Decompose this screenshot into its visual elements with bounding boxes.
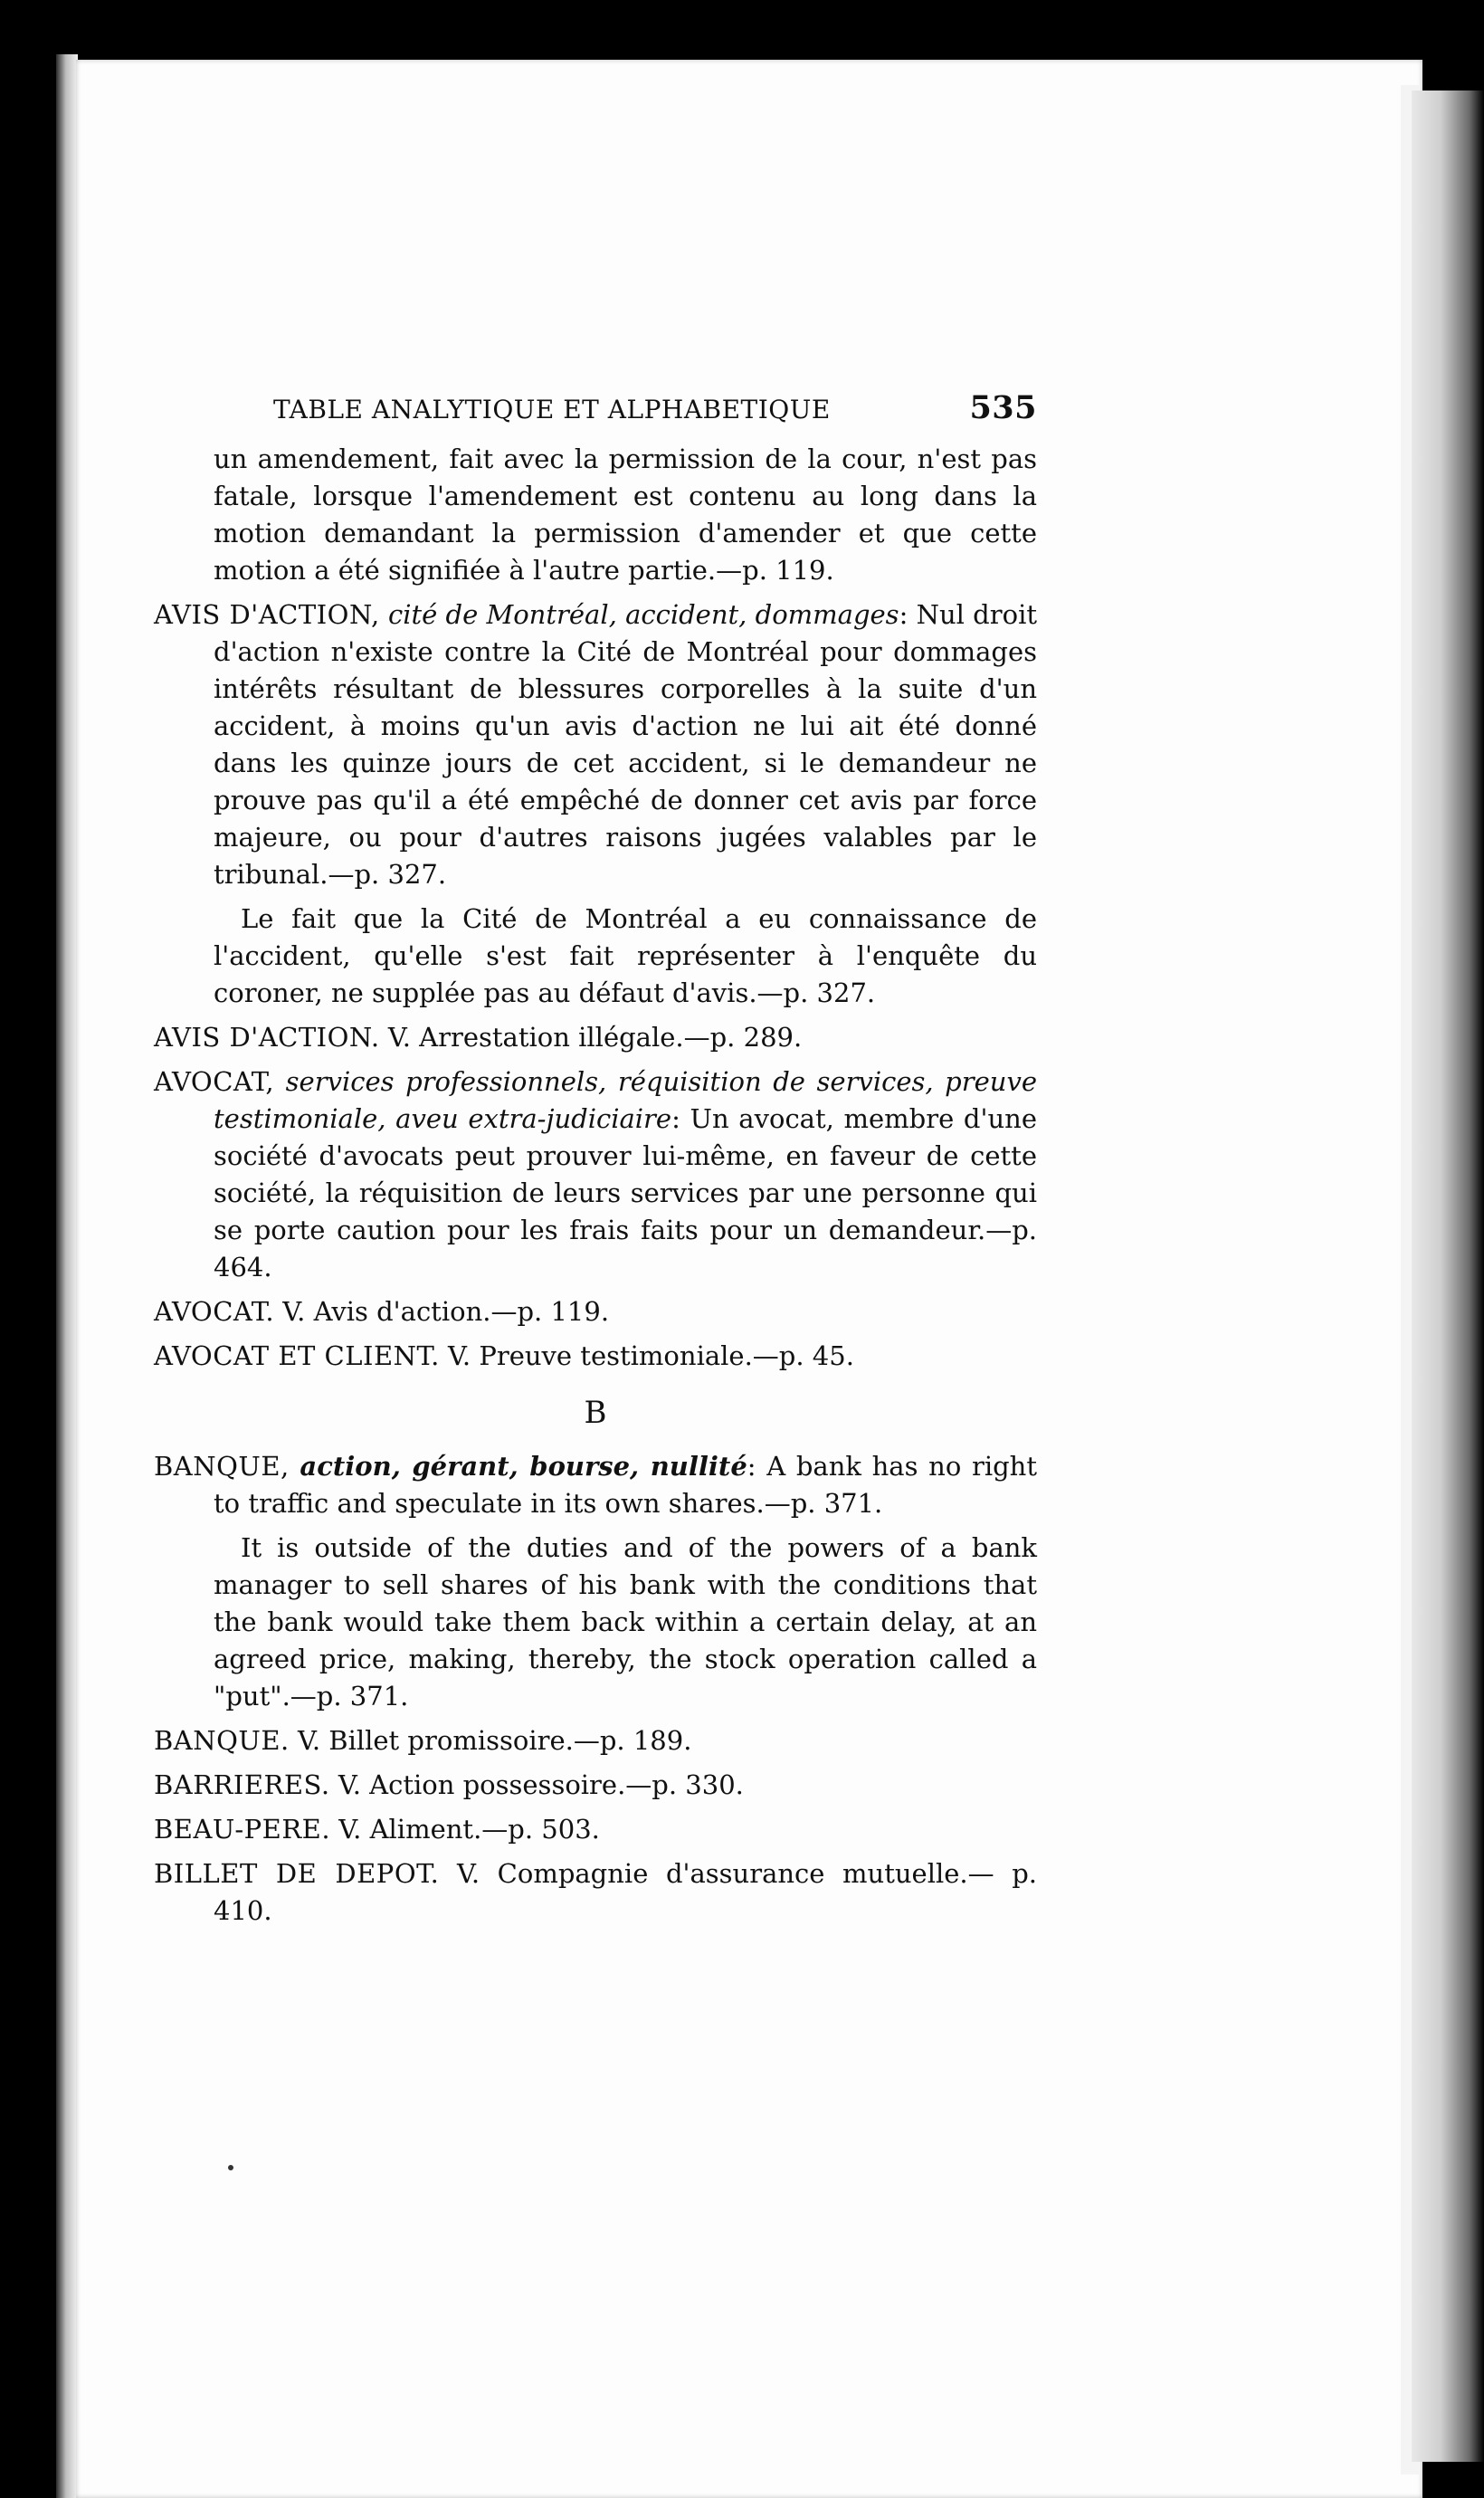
entry-headword: BANQUE, bbox=[154, 1451, 290, 1482]
page-number: 535 bbox=[969, 389, 1037, 426]
entry-headword: BEAU-PERE. bbox=[154, 1814, 331, 1845]
entry-text: V. Billet promissoire.—p. 189. bbox=[297, 1725, 692, 1756]
entry-keywords: cité de Montréal, accident, dommages bbox=[387, 599, 899, 630]
entry-headword: AVIS D'ACTION, bbox=[154, 599, 380, 630]
index-entry-continuation: un amendement, fait avec la permission de la cour, n'est pas fatale, lorsque l'amendement est contenu au long dans la motion demandant la permission d'amender et que cette motion a été signifiée à l'autre partie.—p. 119. bbox=[214, 443, 1037, 586]
entry-headword: AVOCAT ET CLIENT. bbox=[154, 1340, 440, 1371]
index-entry bbox=[154, 596, 1037, 893]
index-entry bbox=[154, 1767, 1037, 1804]
running-header-title: TABLE ANALYTIQUE ET ALPHABETIQUE bbox=[273, 395, 831, 424]
entry-text: V. Arrestation illégale.—p. 289. bbox=[387, 1022, 803, 1053]
entry-headword: AVOCAT. bbox=[154, 1296, 275, 1327]
entry-text: V. Action possessoire.—p. 330. bbox=[338, 1769, 744, 1800]
entry-text: : Un avocat, membre d'une société d'avocats peut prouver lui-même, en faveur de cette société, la réquisition de leurs services par une personne qui se porte caution pour les frais faits pour un demandeur.—p. 464. bbox=[214, 1103, 1037, 1282]
entry-paragraph: Le fait que la Cité de Montréal a eu connaissance de l'accident, qu'elle s'est fait représenter à l'enquête du coroner, ne supplée pas au défaut d'avis.—p. 327. bbox=[214, 903, 1037, 1008]
entry-text: : Nul droit d'action n'existe contre la Cité de Montréal pour dommages intérêts résultant de blessures corporelles à la suite d'un accident, à moins qu'un avis d'action ne lui ait été donné dans les quinze jours de cet accident, si le demandeur ne prouve pas qu'il a été empêché de donner cet avis par force majeure, ou pour d'autres raisons jugées valables par le tribunal.—p. 327. bbox=[214, 599, 1038, 890]
entry-text: V. Preuve testimoniale.—p. 45. bbox=[448, 1340, 854, 1371]
page-edge-shadow bbox=[1412, 91, 1484, 2462]
index-entry bbox=[154, 1811, 1037, 1848]
index-entry bbox=[154, 1063, 1037, 1286]
entry-text: V. Avis d'action.—p. 119. bbox=[282, 1296, 610, 1327]
entry-keywords: action, gérant, bourse, nullité bbox=[300, 1451, 747, 1482]
entry-headword: BANQUE. bbox=[154, 1725, 290, 1756]
entry-headword: BARRIERES. bbox=[154, 1769, 330, 1800]
entry-paragraph: It is outside of the duties and of the powers of a bank manager to sell shares of his bank with the conditions that the bank would take them back within a certain delay, at an agreed price, making, thereby, the stock operation called a "put".—p. 371. bbox=[214, 1532, 1037, 1711]
book-spine bbox=[56, 54, 78, 2498]
entry-headword: AVOCAT, bbox=[154, 1066, 275, 1097]
section-letter: B bbox=[584, 1395, 607, 1431]
entry-headword: BILLET DE DEPOT. bbox=[154, 1858, 440, 1889]
index-text-block bbox=[154, 389, 1037, 1937]
entry-text: V. Compagnie d'assurance mutuelle.— p. 410. bbox=[214, 1858, 1038, 1926]
entry-headword: AVIS D'ACTION. bbox=[154, 1022, 380, 1053]
index-entry bbox=[154, 1019, 1037, 1056]
entry-text: : A bank has no right to traffic and speculate in its own shares.—p. 371. bbox=[214, 1451, 1038, 1519]
index-entry bbox=[154, 1448, 1037, 1522]
index-entry bbox=[154, 1293, 1037, 1330]
entry-text: V. Aliment.—p. 503. bbox=[338, 1814, 600, 1845]
index-entry bbox=[154, 1855, 1037, 1930]
ink-speck bbox=[228, 2165, 233, 2170]
index-entry bbox=[154, 1338, 1037, 1375]
entry-keywords: services professionnels, réquisition de services, preuve testimoniale, aveu extra-judiciaire bbox=[214, 1066, 1037, 1134]
running-header bbox=[273, 389, 1037, 428]
index-entry bbox=[154, 1722, 1037, 1759]
